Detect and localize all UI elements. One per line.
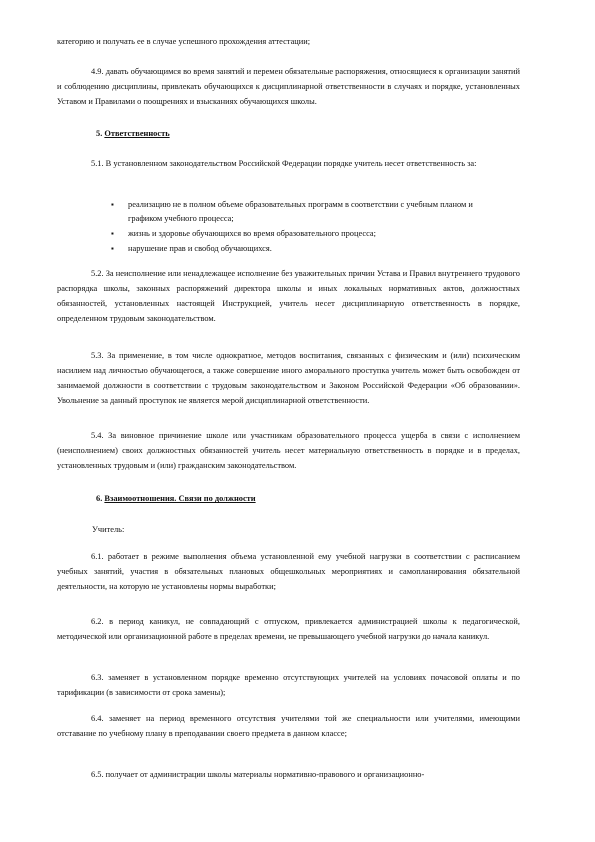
section-5-heading (96, 129, 170, 138)
paragraph-6-4: 6.4. заменяет на период временного отсутствия учителями той же специальности или учителями, имеющими отставание по учебному плану в преподавании своего предмета в данном классе; (57, 714, 520, 738)
section-6-number: 6. (96, 494, 103, 503)
section-6-title: Взаимоотношения. Связи по должности (104, 494, 256, 503)
list-item: ▪ нарушение прав и свобод обучающихся. (111, 242, 491, 256)
section-5-title: Ответственность (104, 129, 170, 138)
paragraph-continuation: категорию и получать ее в случае успешного прохождения аттестации; (57, 37, 311, 46)
paragraph-6-3: 6.3. заменяет в установленном порядке временно отсутствующих учителей на условиях почасовой оплаты и по тарификации (в зависимости от срока замены); (57, 673, 520, 697)
list-item: ▪ жизнь и здоровье обучающихся во время образовательного процесса; (111, 227, 491, 241)
paragraph-6-5: 6.5. получает от администрации школы материалы нормативно-правового и организационно- (91, 770, 425, 779)
list-item: ▪ реализацию не в полном объеме образовательных программ в соответствии с учебным планом и графиком учебного процесса; (111, 198, 491, 226)
paragraph-6-1: 6.1. работает в режиме выполнения объема установленной ему учебной нагрузки в соответствии с расписанием учебных занятий, участия в обязательных плановых общешкольных мероприятиях и самопланирования обязательной деятельности, на которую не установлены нормы выработки; (57, 552, 520, 591)
paragraph-4-9: 4.9. давать обучающимся во время занятий и перемен обязательные распоряжения, относящиеся к организации занятий и соблюдению дисциплины, привлекать обучающихся к дисциплинарной ответственности в случаях и порядке, установленных Уставом и Правилами о поощрениях и взысканиях обучающихся школы. (57, 67, 520, 106)
paragraph-5-4: 5.4. За виновное причинение школе или участникам образовательного процесса ущерба в связи с исполнением (неисполнением) своих должностных обязанностей учитель несет материальную ответственность в порядке и в пределах, установленных трудовым и (или) гражданским законодательством. (57, 431, 520, 470)
section-5-number: 5. (96, 129, 103, 138)
liability-list (111, 198, 491, 257)
paragraph-5-1: 5.1. В установленном законодательством Российской Федерации порядке учитель несет ответственность за: (91, 159, 477, 168)
paragraph-6-2: 6.2. в период каникул, не совпадающий с отпуском, привлекается администрацией школы к педагогической, методической или организационной работе в пределах времени, не превышающего учебной нагрузки до начала каникул. (57, 617, 520, 641)
paragraph-5-3: 5.3. За применение, в том числе однократное, методов воспитания, связанных с физическим и (или) психическим насилием над личностью обучающегося, а также совершение иного аморального проступка учитель может быть освобожден от занимаемой должности в соответствии с трудовым законодательством и Законом Российской Федерации «Об образовании». Увольнение за данный проступок не является мерой дисциплинарной ответственности. (57, 351, 520, 405)
paragraph-5-2: 5.2. За неисполнение или ненадлежащее исполнение без уважительных причин Устава и Правил внутреннего трудового распорядка школы, законных распоряжений директора школы и иных локальных нормативных актов, должностных обязанностей, установленных настоящей Инструкцией, учитель несет дисциплинарную ответственность в порядке, определенном трудовым законодательством. (57, 269, 520, 323)
paragraph-teacher: Учитель: (92, 525, 125, 534)
section-6-heading (96, 494, 256, 503)
